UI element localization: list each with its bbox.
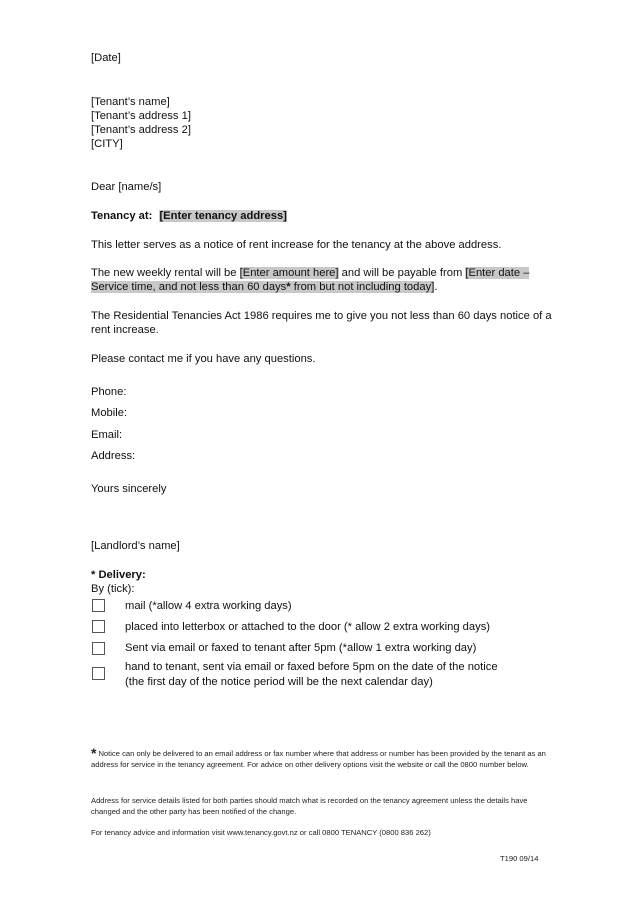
option-email-after-5pm: Sent via email or faxed to tenant after 5pm (*allow 1 extra working day) <box>125 642 477 654</box>
footnote-address-service: Address for service details listed for both parties should match what is recorded on the tenancy agreement unless the details have changed and the other party has been notified of the change. <box>91 796 528 816</box>
paragraph-rent-line1 <box>91 266 529 280</box>
footnote-tenancy-advice: For tenancy advice and information visit www.tenancy.govt.nz or call 0800 TENANCY (0800 836 262) <box>91 828 431 837</box>
option-letterbox: placed into letterbox or attached to the door (* allow 2 extra working days) <box>125 621 491 633</box>
tenancy-address-field[interactable]: [Enter tenancy address] <box>159 210 287 222</box>
checkbox-letterbox[interactable] <box>92 620 105 633</box>
tenancy-label: Tenancy at: <box>91 210 153 222</box>
checkbox-mail[interactable] <box>92 599 105 612</box>
delivery-heading: * Delivery: <box>91 569 146 581</box>
rent-text-mid: and will be payable from <box>338 267 466 279</box>
footnote-delivery: * Notice can only be delivered to an email address or fax number where that address or number has been provided by the tenant as an address for service in the tenancy agreement. For advice on other delivery options visit the website or call the 0800 number below. <box>91 745 546 769</box>
paragraph-contact: Please contact me if you have any questions. <box>91 353 316 365</box>
tenant-address-2: [Tenant’s address 2] <box>91 124 191 136</box>
address-label: Address: <box>91 450 136 462</box>
paragraph-act-line1: The Residential Tenancies Act 1986 requires me to give you not less than 60 days notice of a <box>91 310 552 322</box>
rent-text-pre: The new weekly rental will be <box>91 267 240 279</box>
footnote-star: * <box>91 745 97 761</box>
tenant-city: [CITY] <box>91 138 123 150</box>
checkbox-email-after-5pm[interactable] <box>92 642 105 655</box>
phone-label: Phone: <box>91 386 127 398</box>
tenant-name: [Tenant’s name] <box>91 96 170 108</box>
tenancy-line <box>91 209 287 223</box>
salutation: Dear [name/s] <box>91 181 162 193</box>
paragraph-notice: This letter serves as a notice of rent increase for the tenancy at the above address. <box>91 239 502 251</box>
form-code: T190 09/14 <box>500 854 539 863</box>
email-label: Email: <box>91 429 123 441</box>
closing: Yours sincerely <box>91 483 167 495</box>
option-hand-to-tenant: hand to tenant, sent via email or faxed before 5pm on the date of the notice <box>125 661 498 673</box>
paragraph-rent-line2: Service time, and not less than 60 days* from but not including today]. <box>91 281 438 293</box>
checkbox-hand-to-tenant[interactable] <box>92 667 105 680</box>
rent-date-field-line1[interactable]: [Enter date – <box>465 267 530 279</box>
landlord-name: [Landlord’s name] <box>91 540 180 552</box>
option-mail: mail (*allow 4 extra working days) <box>125 600 292 612</box>
tenant-address-1: [Tenant’s address 1] <box>91 110 191 122</box>
rent-amount-field[interactable]: [Enter amount here] <box>239 267 339 279</box>
paragraph-act-line2: rent increase. <box>91 324 159 336</box>
mobile-label: Mobile: <box>91 407 128 419</box>
option-hand-to-tenant-line2: (the first day of the notice period will be the next calendar day) <box>125 676 433 688</box>
delivery-by-tick: By (tick): <box>91 583 135 595</box>
rent-date-field-line2[interactable]: Service time, and not less than 60 days* from but not including today] <box>91 281 435 293</box>
date-placeholder: [Date] <box>91 52 121 64</box>
